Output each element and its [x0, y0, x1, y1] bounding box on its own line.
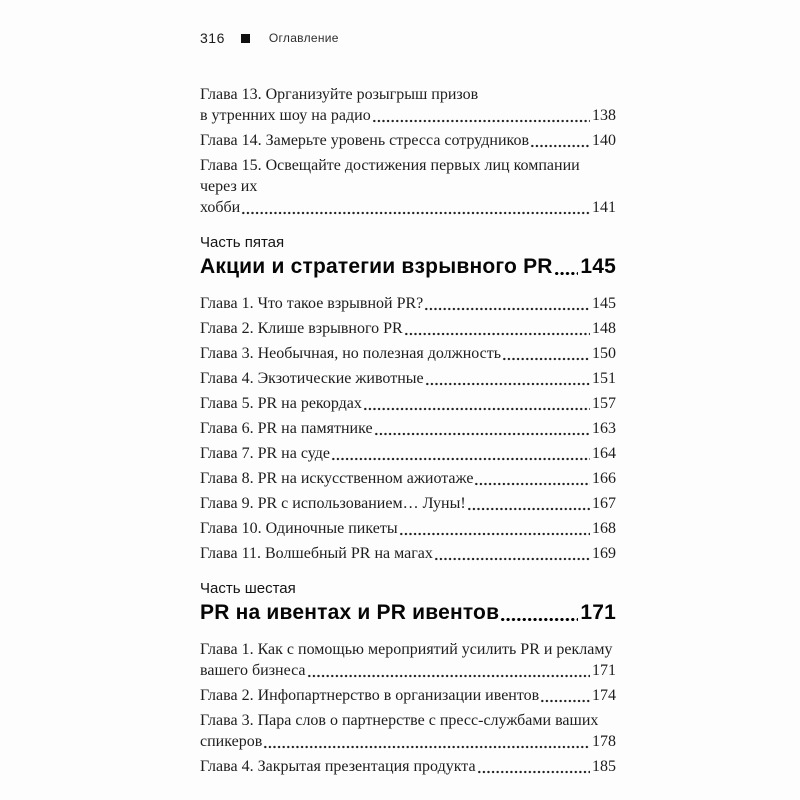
entry-page-number: 169	[592, 545, 616, 562]
dot-leader	[467, 498, 590, 514]
dot-leader	[530, 135, 590, 151]
entry-page-number: 167	[592, 495, 616, 512]
toc-entry	[200, 468, 616, 489]
toc-entry-last-line	[200, 418, 616, 439]
running-header	[200, 30, 616, 46]
toc-entry-text: вашего бизнеса	[200, 662, 306, 679]
toc-entry-line: Глава 3. Пара слов о партнерстве с пресс-службами ваших	[200, 712, 599, 729]
entry-page-number: 185	[592, 758, 616, 775]
dot-leader	[424, 298, 590, 314]
dot-leader	[474, 473, 590, 489]
toc-entry-last-line	[200, 443, 616, 464]
toc-entry-last-line	[200, 468, 616, 489]
toc-content	[200, 30, 616, 781]
entry-page-number: 141	[592, 199, 616, 216]
toc-entry-text: Глава 3. Необычная, но полезная должность	[200, 345, 502, 362]
toc-entry	[200, 493, 616, 514]
entry-page-number: 163	[592, 420, 616, 437]
toc-entry-text: Глава 4. Закрытая презентация продукта	[200, 758, 476, 775]
dot-leader	[263, 736, 590, 752]
entry-page-number: 138	[592, 107, 616, 124]
dot-leader	[477, 761, 590, 777]
toc-entry-last-line	[200, 197, 616, 218]
toc-entry-text: Глава 14. Замерьте уровень стресса сотрудников	[200, 132, 530, 149]
page-number: 316	[200, 30, 225, 46]
dot-leader	[554, 262, 579, 280]
toc-entry-last-line	[200, 731, 616, 752]
entry-page-number: 148	[592, 320, 616, 337]
entry-page-number: 178	[592, 733, 616, 750]
part-heading	[200, 578, 616, 626]
part-page-number: 171	[580, 601, 616, 624]
entry-page-number: 145	[592, 295, 616, 312]
toc-entry-last-line	[200, 393, 616, 414]
toc-entry	[200, 518, 616, 539]
toc-entry-last-line	[200, 318, 616, 339]
part-label: Часть шестая	[200, 580, 296, 597]
toc-entry-text: Глава 8. PR на искусственном ажиотаже	[200, 470, 474, 487]
toc-entry	[200, 443, 616, 464]
entry-page-number: 151	[592, 370, 616, 387]
toc-entry-last-line	[200, 293, 616, 314]
toc-entry-text: Глава 11. Волшебный PR на магах	[200, 545, 433, 562]
part-title-row	[200, 600, 616, 626]
toc-entry	[200, 293, 616, 314]
toc-entry	[200, 393, 616, 414]
dot-leader	[363, 398, 590, 414]
square-bullet-icon	[241, 34, 250, 43]
dot-leader	[241, 202, 590, 218]
toc-entry-line: Глава 1. Как с помощью мероприятий усилить PR и рекламу	[200, 641, 613, 658]
toc-entry	[200, 639, 616, 681]
toc-entry-last-line	[200, 343, 616, 364]
part-title: PR на ивентах и PR ивентов	[200, 601, 500, 624]
toc-entry	[200, 756, 616, 777]
table-of-contents	[200, 84, 616, 777]
dot-leader	[502, 348, 590, 364]
toc-entry-text: Глава 2. Инфопартнерство в организации ивентов	[200, 687, 540, 704]
toc-entry-text: хобби	[200, 199, 241, 216]
entry-page-number: 171	[592, 662, 616, 679]
part-heading	[200, 232, 616, 280]
toc-entry	[200, 318, 616, 339]
toc-entry-text: Глава 1. Что такое взрывной PR?	[200, 295, 424, 312]
toc-entry-text: Глава 4. Экзотические животные	[200, 370, 424, 387]
dot-leader	[425, 373, 590, 389]
toc-entry-text: в утренних шоу на радио	[200, 107, 371, 124]
toc-entry-last-line	[200, 660, 616, 681]
entry-page-number: 168	[592, 520, 616, 537]
toc-entry-last-line	[200, 756, 616, 777]
toc-entry-text: Глава 7. PR на суде	[200, 445, 330, 462]
toc-entry	[200, 368, 616, 389]
toc-entry-text: Глава 10. Одиночные пикеты	[200, 520, 398, 537]
toc-entry-last-line	[200, 685, 616, 706]
part-label: Часть пятая	[200, 234, 285, 251]
toc-entry-text: Глава 9. PR с использованием… Луны!	[200, 495, 466, 512]
toc-entry-last-line	[200, 543, 616, 564]
toc-entry-text: спикеров	[200, 733, 263, 750]
dot-leader	[540, 690, 590, 706]
entry-page-number: 164	[592, 445, 616, 462]
dot-leader	[307, 665, 590, 681]
toc-entry-last-line	[200, 368, 616, 389]
dot-leader	[404, 323, 590, 339]
dot-leader	[372, 110, 590, 126]
dot-leader	[399, 523, 590, 539]
part-page-number: 145	[580, 255, 616, 278]
toc-entry	[200, 418, 616, 439]
dot-leader	[374, 423, 590, 439]
dot-leader	[500, 608, 578, 626]
toc-entry-last-line	[200, 493, 616, 514]
dot-leader	[434, 548, 590, 564]
dot-leader	[331, 448, 590, 464]
toc-entry	[200, 130, 616, 151]
toc-entry	[200, 685, 616, 706]
entry-page-number: 150	[592, 345, 616, 362]
toc-entry-line: Глава 13. Организуйте розыгрыш призов	[200, 86, 479, 103]
entry-page-number: 140	[592, 132, 616, 149]
toc-entry	[200, 84, 616, 126]
toc-entry-last-line	[200, 518, 616, 539]
toc-entry	[200, 155, 616, 218]
toc-entry	[200, 710, 616, 752]
header-title: Оглавление	[268, 31, 339, 45]
toc-entry-text: Глава 6. PR на памятнике	[200, 420, 373, 437]
entry-page-number: 157	[592, 395, 616, 412]
toc-entry	[200, 543, 616, 564]
toc-entry-line: Глава 15. Освещайте достижения первых лиц компании через их	[200, 157, 580, 195]
part-title: Акции и стратегии взрывного PR	[200, 255, 553, 278]
entry-page-number: 174	[592, 687, 616, 704]
toc-entry-text: Глава 2. Клише взрывного PR	[200, 320, 403, 337]
part-title-row	[200, 254, 616, 280]
toc-entry-text: Глава 5. PR на рекордах	[200, 395, 362, 412]
toc-entry	[200, 343, 616, 364]
toc-entry-last-line	[200, 105, 616, 126]
toc-entry-last-line	[200, 130, 616, 151]
entry-page-number: 166	[592, 470, 616, 487]
